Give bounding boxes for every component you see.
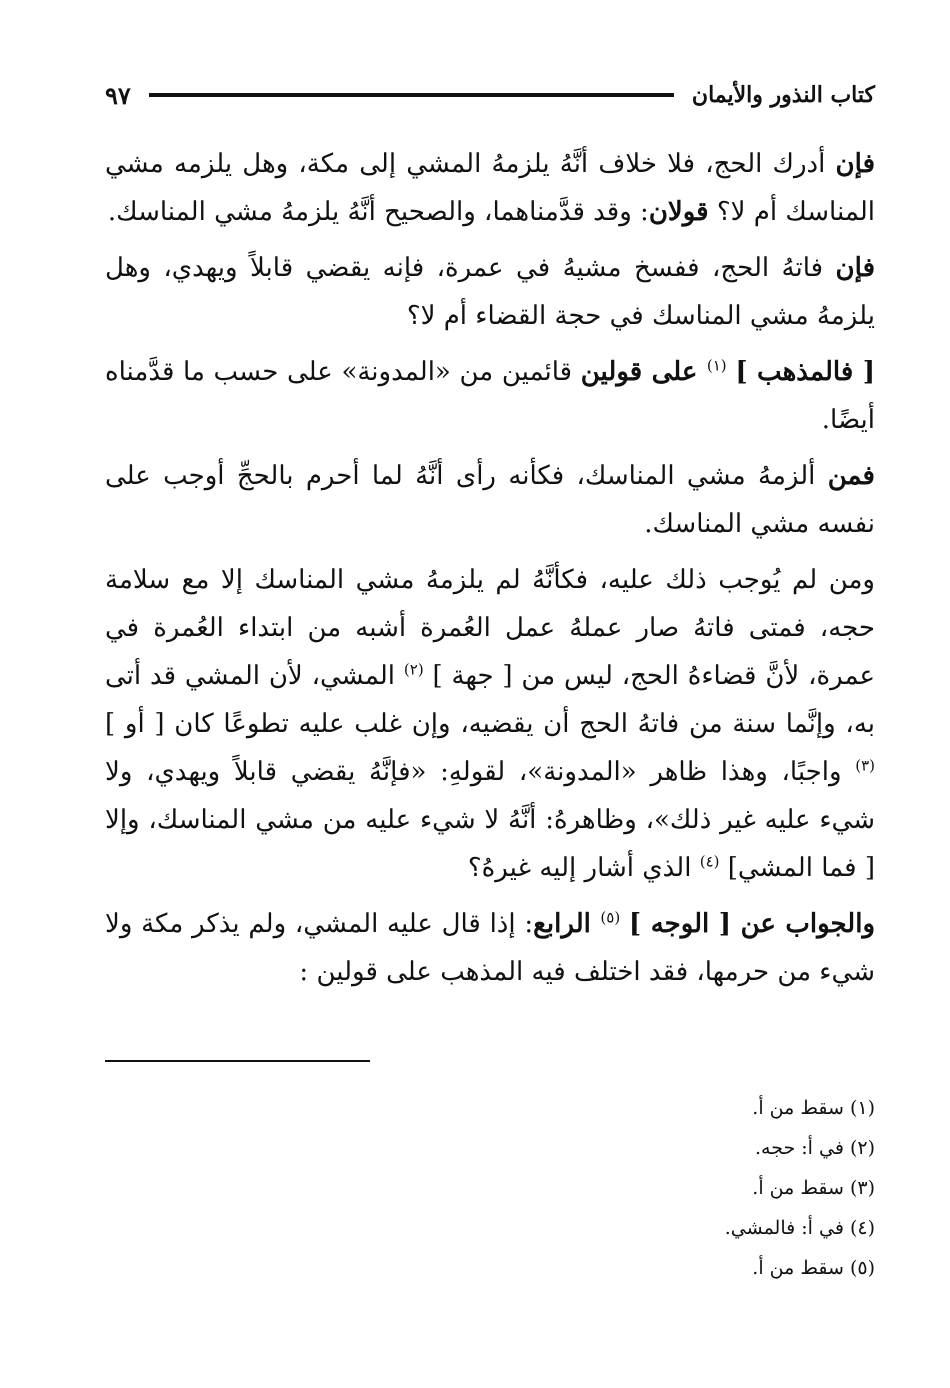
footnote-marker: (٢) — [403, 660, 424, 679]
paragraph-6 — [105, 900, 875, 996]
paragraph-text: ومن لم يُوجب ذلك عليه، فكأنَّهُ لم يلزمهُ مشي المناسك إلا مع سلامة حجه، فمتى فاتهُ صار عملهُ عمل العُمرة أشبه من ابتداء العُمرة في عمرة، لأنَّ قضاءهُ الحج، ليس من [ جهة ] — [105, 565, 875, 691]
paragraph-lead-word: فإن — [835, 149, 875, 179]
page-number: ٩٧ — [105, 80, 131, 110]
paragraph-1 — [105, 140, 875, 236]
bold-phrase: والجواب عن [ الوجه ] — [628, 909, 876, 939]
book-title: كتاب النذور والأيمان — [691, 82, 875, 108]
paragraph-lead-word: فمن — [827, 461, 875, 491]
footnote-5: (٥) سقط من أ. — [752, 1257, 875, 1279]
header-rule — [149, 93, 674, 97]
page — [105, 70, 875, 1004]
bold-phrase: قولان — [648, 197, 709, 227]
paragraph-2 — [105, 244, 875, 340]
footnote-1: (١) سقط من أ. — [752, 1097, 875, 1119]
footnote-marker: (٥) — [600, 908, 621, 927]
footnote-2: (٢) في أ: حجه. — [754, 1137, 875, 1159]
bold-phrase: الرابع — [533, 909, 601, 939]
paragraph-text: : وقد قدَّمناهما، والصحيح أنَّهُ يلزمهُ مشي المناسك. — [107, 197, 649, 227]
paragraph-text: ألزمهُ مشي المناسك، فكأنه رأى أنَّهُ لما أحرم بالحجِّ أوجب على نفسه مشي المناسك. — [105, 461, 875, 539]
footnotes — [105, 1088, 875, 1288]
footnote-4: (٤) في أ: فالمشي. — [724, 1217, 875, 1239]
paragraph-text: المشي، لأن المشي قد أتى به، وإنَّما سنة من فاتهُ الحج أن يقضيه، وإن غلب عليه تطوعًا كان [ أو ] — [105, 661, 875, 739]
paragraph-text: : إذا قال عليه المشي، ولم يذكر مكة ولا شيء من حرمها، فقد اختلف فيه المذهب على قولين : — [105, 909, 875, 987]
paragraph-text: الذي أشار إليه غيرهُ؟ — [467, 853, 700, 883]
bold-phrase: على قولين — [580, 357, 707, 387]
paragraph-lead-word: فإن — [835, 253, 875, 283]
bold-phrase: [ فالمذهب ] — [735, 357, 875, 387]
footnote-marker: (٤) — [699, 852, 720, 871]
paragraph-text: فاتهُ الحج، ففسخ مشيهُ في عمرة، فإنه يقضي قابلاً ويهدي، وهل يلزمهُ مشي المناسك في حجة القضاء أم لا؟ — [105, 253, 875, 331]
paragraph-4 — [105, 452, 875, 548]
running-header — [105, 70, 875, 120]
footnote-marker: (٣) — [855, 756, 875, 775]
footnote-marker: (١) — [706, 356, 727, 375]
footnote-3: (٣) سقط من أ. — [752, 1177, 875, 1199]
paragraph-text: قائمين من «المدونة» على حسب ما قدَّمناه أيضًا. — [105, 357, 875, 435]
paragraph-5 — [105, 556, 875, 892]
footnote-separator — [105, 1060, 370, 1062]
paragraph-text: أدرك الحج، فلا خلاف أنَّهُ يلزمهُ المشي إلى مكة، وهل يلزمه مشي المناسك أم لا؟ — [105, 149, 875, 227]
paragraph-text: واجبًا، وهذا ظاهر «المدونة»، لقولهِ: «فإنَّهُ يقضي قابلاً ويهدي، ولا شيء عليه غير ذلك»، وظاهرهُ: أنَّهُ لا شيء عليه من مشي المناسك، وإلا [ فما المشي] — [105, 757, 875, 883]
body-text — [105, 140, 875, 996]
paragraph-3 — [105, 348, 875, 444]
